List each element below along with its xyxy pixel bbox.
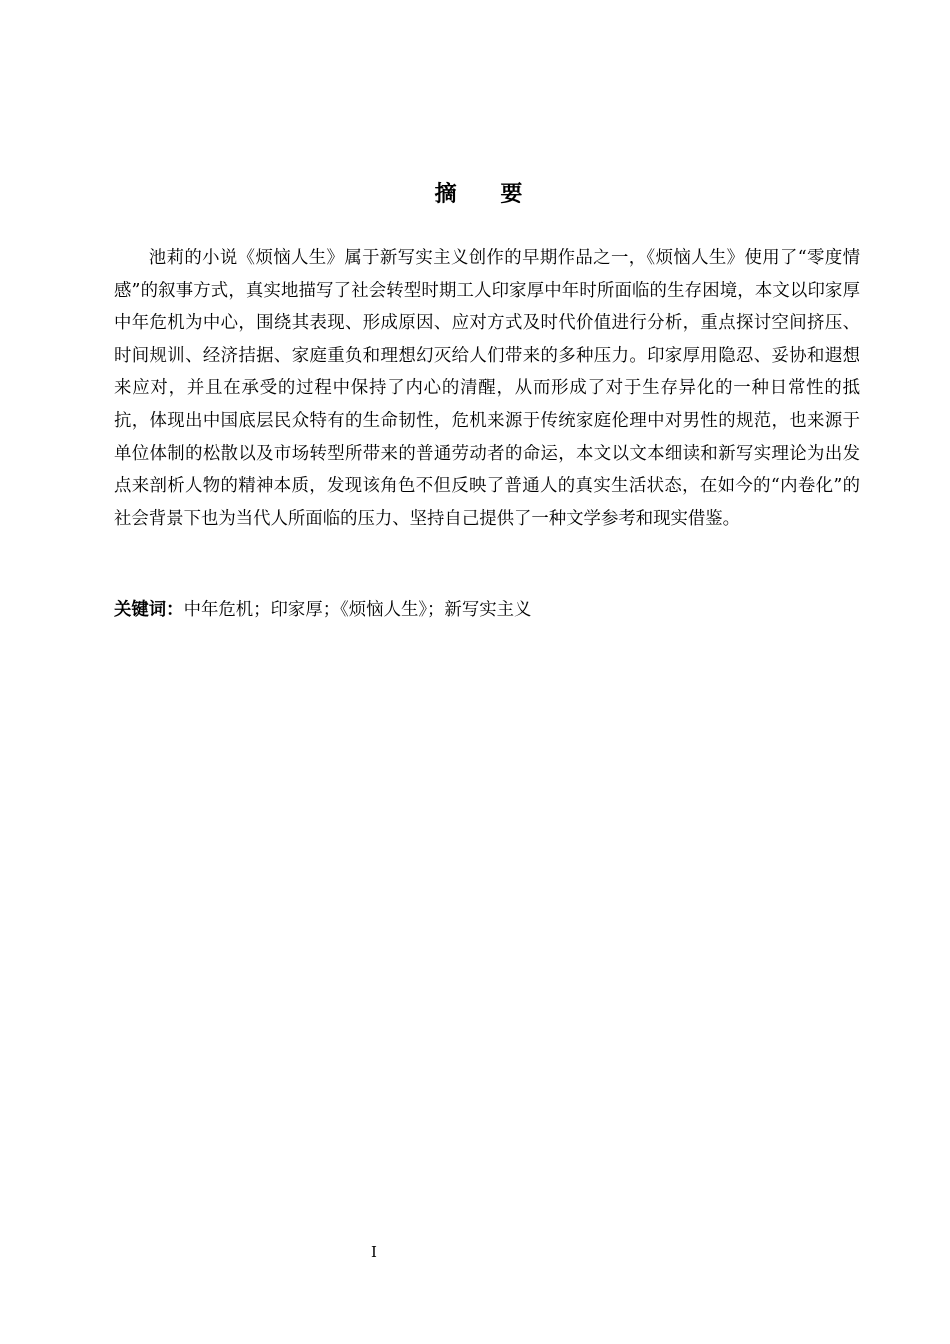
keywords-text: 中年危机；印家厚；《烦恼人生》；新写实主义	[183, 600, 532, 620]
page-number: I	[371, 1243, 377, 1261]
keywords-label: 关键词：	[114, 600, 184, 620]
keywords-line	[114, 594, 860, 626]
abstract-paragraph: 池莉的小说《烦恼人生》属于新写实主义创作的早期作品之一，《烦恼人生》使用了“零度情感”的叙事方式，真实地描写了社会转型时期工人印家厚中年时所面临的生存困境，本文以印家厚中年危机为中心，围绕其表现、形成原因、应对方式及时代价值进行分析，重点探讨空间挤压、时间规训、经济拮据、家庭重负和理想幻灭给人们带来的多种压力。印家厚用隐忍、妥协和遐想来应对，并且在承受的过程中保持了内心的清醒，从而形成了对于生存异化的一种日常性的抵抗，体现出中国底层民众特有的生命韧性，危机来源于传统家庭伦理中对男性的规范，也来源于单位体制的松散以及市场转型所带来的普通劳动者的命运，本文以文本细读和新写实理论为出发点来剖析人物的精神本质，发现该角色不但反映了普通人的真实生活状态，在如今的“内卷化”的社会背景下也为当代人所面临的压力、坚持自己提供了一种文学参考和现实借鉴。	[114, 248, 860, 529]
abstract-title: 摘 要	[434, 182, 541, 207]
